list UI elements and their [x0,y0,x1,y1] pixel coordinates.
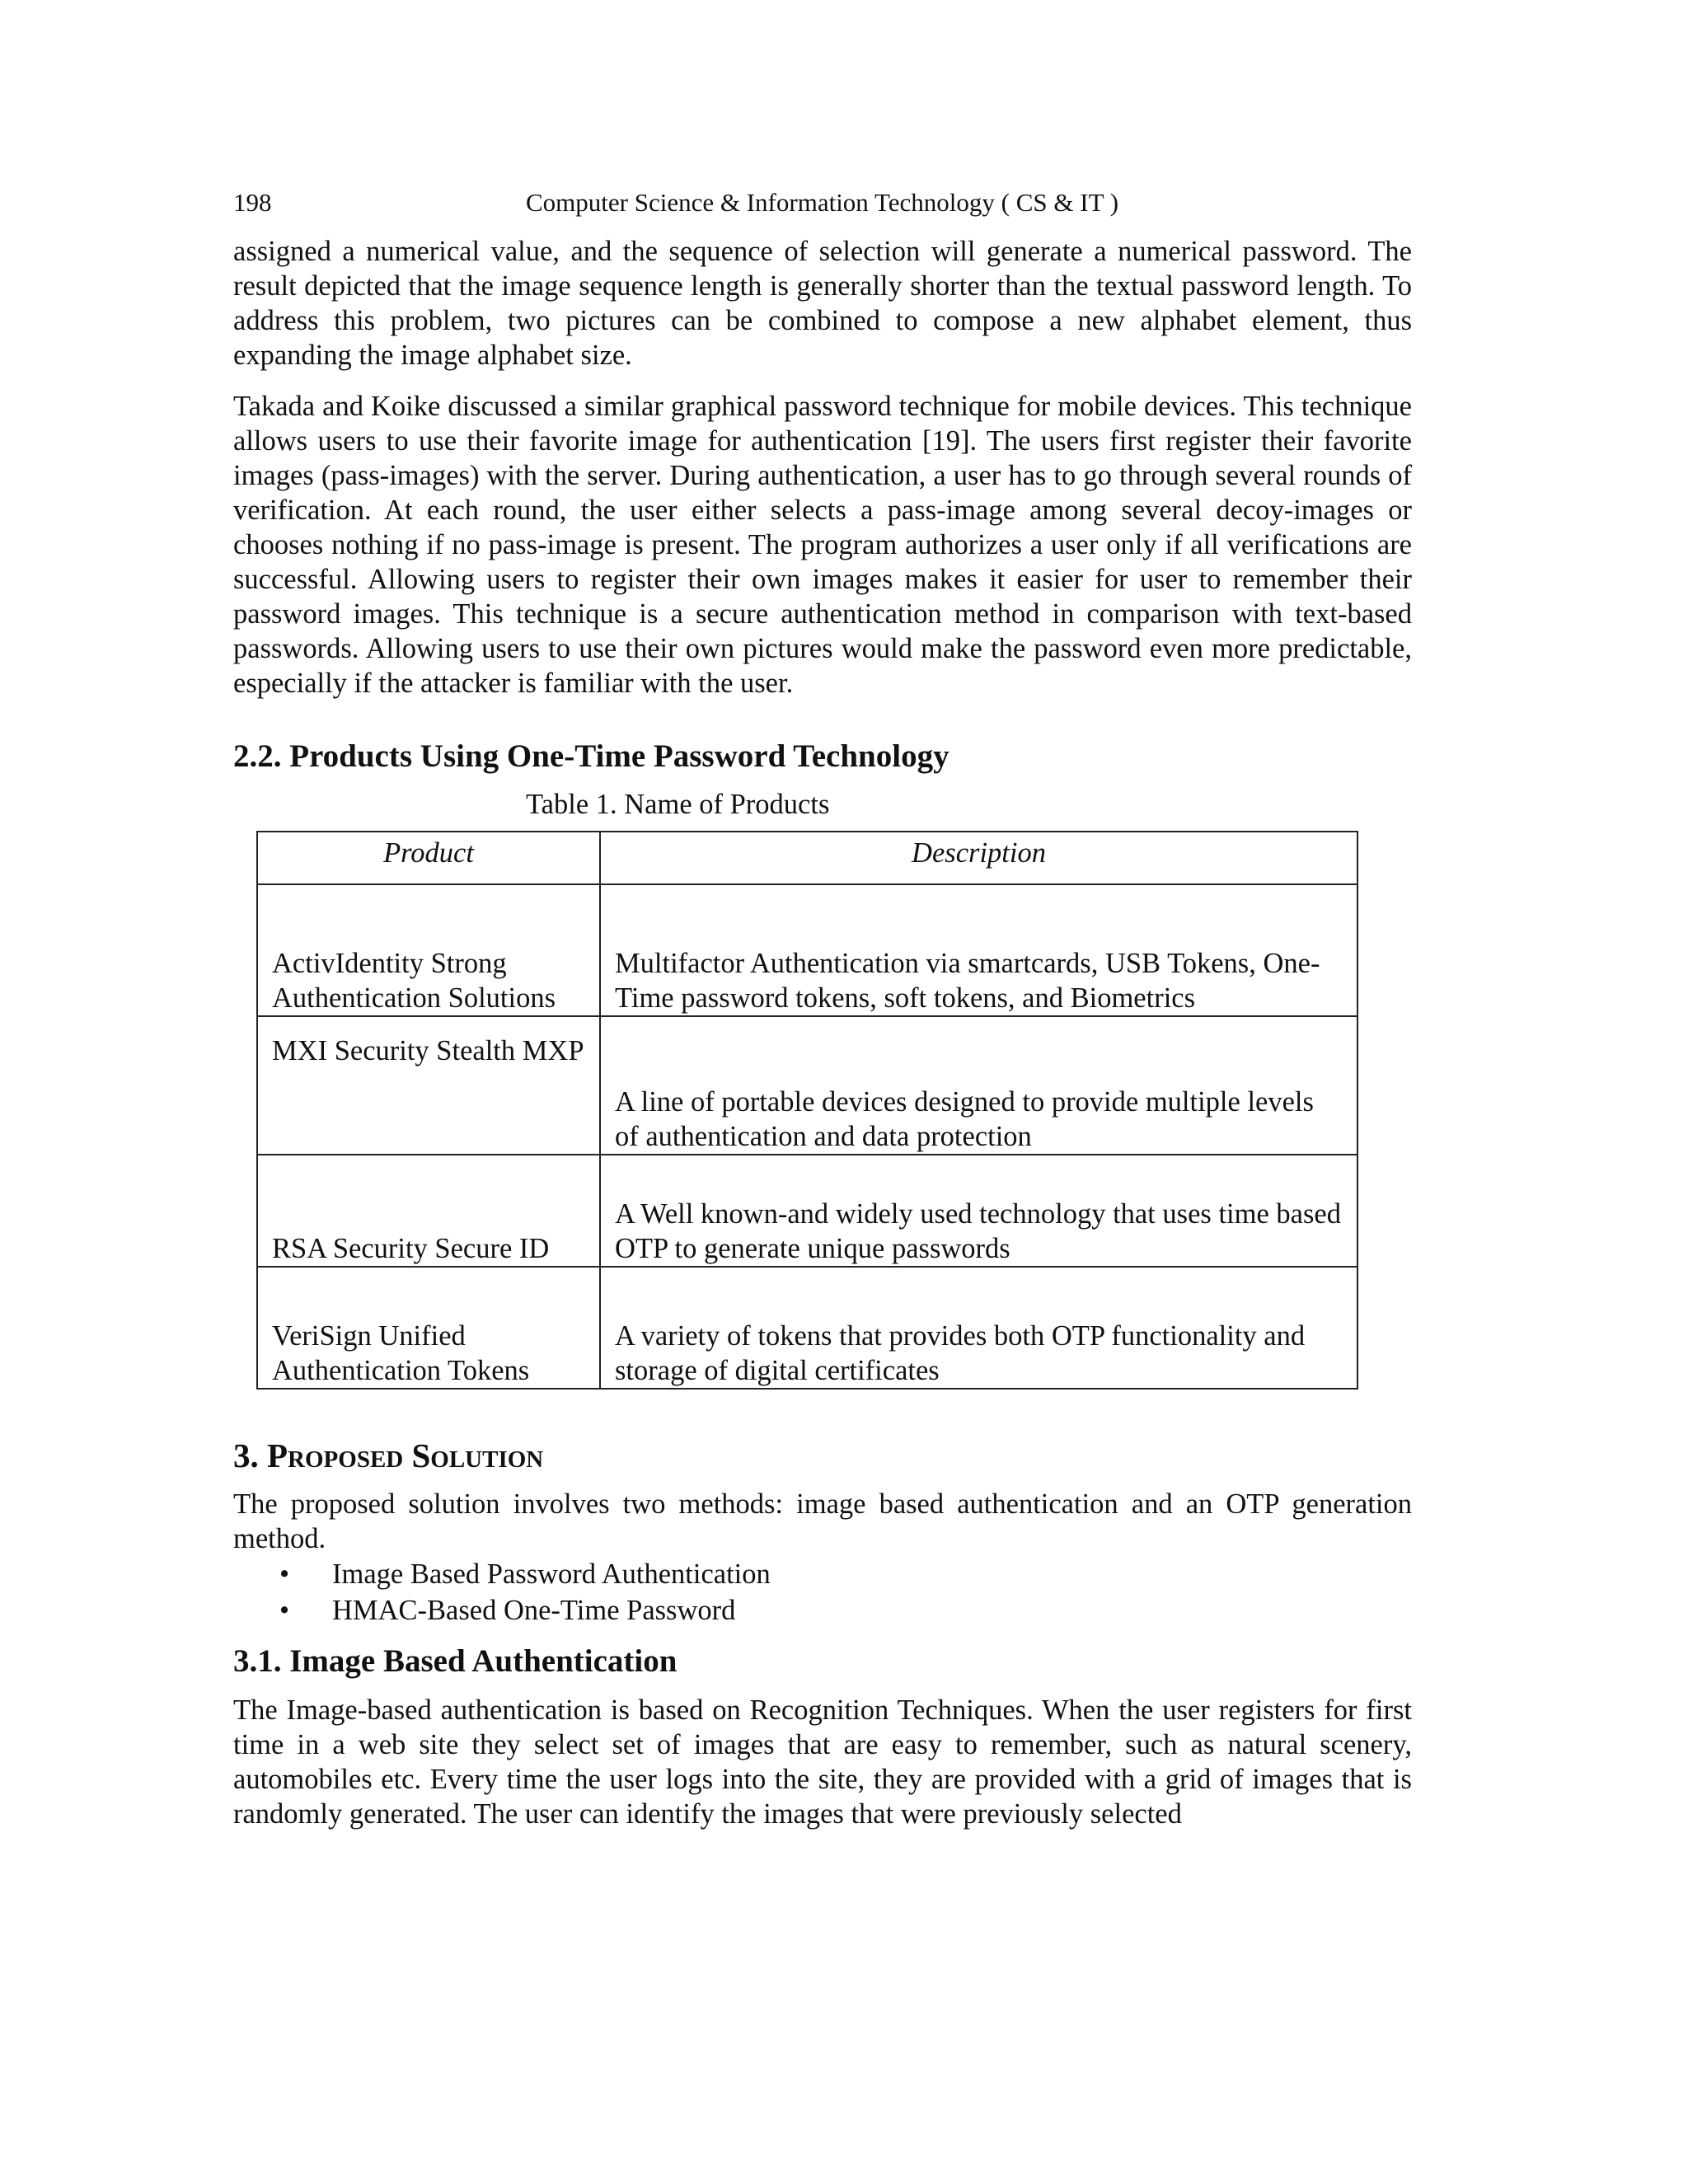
table-caption: Table 1. Name of Products [526,789,830,820]
list-item-label: HMAC-Based One-Time Password [332,1595,736,1626]
paragraph-image-auth: The Image-based authentication is based on Recognition Techniques. When the user registers for first time in a web site they select set of images that are easy to remember, such as natural scenery, automobiles etc. Every time the user logs into the site, they are provided with a grid of images that is randomly generated. The user can identify the images that were previously selected [233,1694,1412,1830]
section-heading-proposed-solution [233,1436,1412,1475]
paper-page [233,183,1412,1831]
list-item [279,1592,1412,1629]
product-cell: VeriSign Unified Authentication Tokens [257,1267,600,1389]
section-title: Proposed Solution [267,1436,544,1474]
table-header-row [257,832,1357,884]
methods-list [233,1556,1412,1629]
product-cell: RSA Security Secure ID [257,1155,600,1267]
column-header-product: Product [257,832,600,884]
description-cell: Multifactor Authentication via smartcards, USB Tokens, One-Time password tokens, soft tokens, and Biometrics [600,884,1357,1016]
paragraph-takada-koike: Takada and Koike discussed a similar graphical password technique for mobile devices. This technique allows users to use their favorite image for authentication [19]. The users first register their favorite images (pass-images) with the server. During authentication, a user has to go through several rounds of verification. At each round, the user either selects a pass-image among several decoy-images or chooses nothing if no pass-image is present. The program authorizes a user only if all verifications are successful. Allowing users to register their own images makes it easier for user to remember their password images. This technique is a secure authentication method in comparison with text-based passwords. Allowing users to use their own pictures would make the password even more predictable, especially if the attacker is familiar with the user. [233,391,1412,699]
list-item-label: Image Based Password Authentication [332,1558,771,1590]
table-row [257,1016,1357,1155]
subsection-heading-image-auth: 3.1. Image Based Authentication [233,1643,678,1679]
section-heading-otp-products: 2.2. Products Using One-Time Password Technology [233,738,950,774]
section-number: 3. [233,1436,267,1474]
table-row [257,1267,1357,1389]
products-table [256,831,1358,1390]
product-cell: ActivIdentity Strong Authentication Solutions [257,884,600,1016]
bullet-icon: • [279,1558,290,1590]
table-row [257,1155,1357,1267]
paragraph-image-sequence: assigned a numerical value, and the sequence of selection will generate a numerical password. The result depicted that the image sequence length is generally shorter than the textual password length. To address this problem, two pictures can be combined to compose a new alphabet element, thus expanding the image alphabet size. [233,236,1412,371]
description-cell: A Well known-and widely used technology that uses time based OTP to generate unique passwords [600,1155,1357,1267]
table-row [257,884,1357,1016]
page-number: 198 [233,188,272,217]
paragraph-proposed-solution: The proposed solution involves two methods: image based authentication and an OTP generation method. [233,1488,1412,1554]
bullet-icon: • [279,1595,290,1626]
running-header [233,183,1412,223]
description-cell: A variety of tokens that provides both OTP functionality and storage of digital certificates [600,1267,1357,1389]
column-header-description: Description [600,832,1357,884]
product-cell: MXI Security Stealth MXP [257,1016,600,1155]
description-cell: A line of portable devices designed to provide multiple levels of authentication and data protection [600,1016,1357,1155]
journal-name: Computer Science & Information Technology ( CS & IT ) [526,188,1119,217]
list-item [279,1556,1412,1592]
